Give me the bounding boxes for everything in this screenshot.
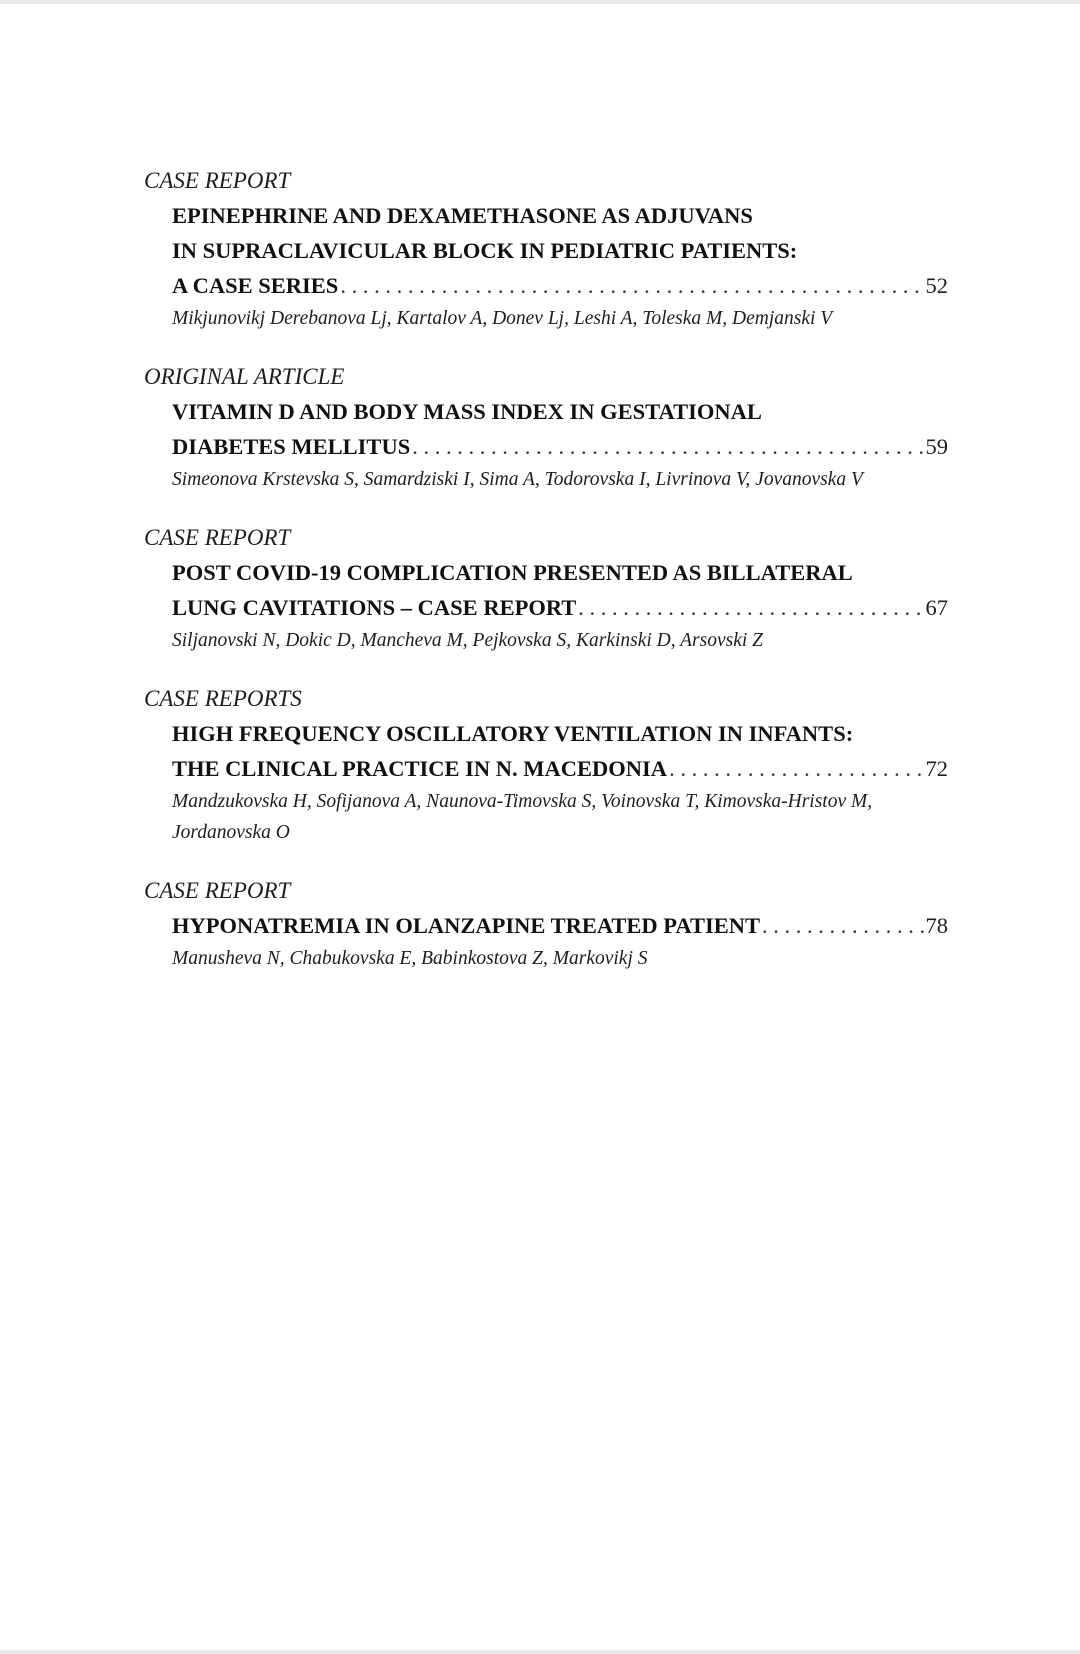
dot-leader bbox=[669, 751, 923, 786]
table-of-contents bbox=[144, 164, 948, 1000]
article-authors: Mikjunovikj Derebanova Lj, Kartalov A, Donev Lj, Leshi A, Toleska M, Demjanski V bbox=[172, 308, 833, 329]
toc-entry bbox=[144, 682, 948, 848]
article-title-line: POST COVID-19 COMPLICATION PRESENTED AS BILLATERAL bbox=[172, 560, 853, 585]
article-title-line: HIGH FREQUENCY OSCILLATORY VENTILATION IN INFANTS: bbox=[172, 721, 854, 746]
article-authors: Siljanovski N, Dokic D, Mancheva M, Pejkovska S, Karkinski D, Arsovski Z bbox=[172, 630, 764, 651]
article-title-line: HYPONATREMIA IN OLANZAPINE TREATED PATIENT bbox=[172, 913, 760, 938]
toc-entry bbox=[144, 360, 948, 495]
toc-entry bbox=[144, 521, 948, 656]
document-page bbox=[0, 4, 1080, 1650]
article-title-last-line bbox=[172, 590, 948, 625]
page-number: 52 bbox=[925, 273, 948, 298]
article-title-line: VITAMIN D AND BODY MASS INDEX IN GESTATIONAL bbox=[172, 399, 762, 424]
article-title-line: IN SUPRACLAVICULAR BLOCK IN PEDIATRIC PATIENTS: bbox=[172, 238, 798, 263]
page-number: 78 bbox=[925, 913, 948, 938]
article-title-line: LUNG CAVITATIONS – CASE REPORT bbox=[172, 595, 577, 620]
article-title-last-line bbox=[172, 268, 948, 303]
dot-leader bbox=[340, 268, 923, 303]
article-category: CASE REPORT bbox=[144, 878, 291, 903]
page-number: 59 bbox=[925, 434, 948, 459]
toc-entry bbox=[144, 164, 948, 334]
dot-leader bbox=[578, 590, 923, 625]
article-authors: Manusheva N, Chabukovska E, Babinkostova Z, Markovikj S bbox=[172, 948, 648, 969]
article-category: CASE REPORT bbox=[144, 525, 291, 550]
article-title-line: EPINEPHRINE AND DEXAMETHASONE AS ADJUVANS bbox=[172, 203, 753, 228]
article-title-last-line bbox=[172, 751, 948, 786]
article-authors: Mandzukovska H, Sofijanova A, Naunova-Timovska S, Voinovska T, Kimovska-Hristov M, Jordanovska O bbox=[172, 791, 873, 843]
page-number: 67 bbox=[925, 595, 948, 620]
article-title-line: THE CLINICAL PRACTICE IN N. MACEDONIA bbox=[172, 756, 668, 781]
article-category: CASE REPORTS bbox=[144, 686, 302, 711]
dot-leader bbox=[412, 429, 923, 464]
dot-leader bbox=[762, 908, 924, 943]
toc-entry bbox=[144, 874, 948, 974]
article-category: ORIGINAL ARTICLE bbox=[144, 364, 345, 389]
article-authors: Simeonova Krstevska S, Samardziski I, Sima A, Todorovska I, Livrinova V, Jovanovska V bbox=[172, 469, 863, 490]
article-title-line: A CASE SERIES bbox=[172, 273, 339, 298]
article-title-last-line bbox=[172, 908, 948, 943]
article-title-last-line bbox=[172, 429, 948, 464]
article-category: CASE REPORT bbox=[144, 168, 291, 193]
page-number: 72 bbox=[925, 756, 948, 781]
article-title-line: DIABETES MELLITUS bbox=[172, 434, 411, 459]
